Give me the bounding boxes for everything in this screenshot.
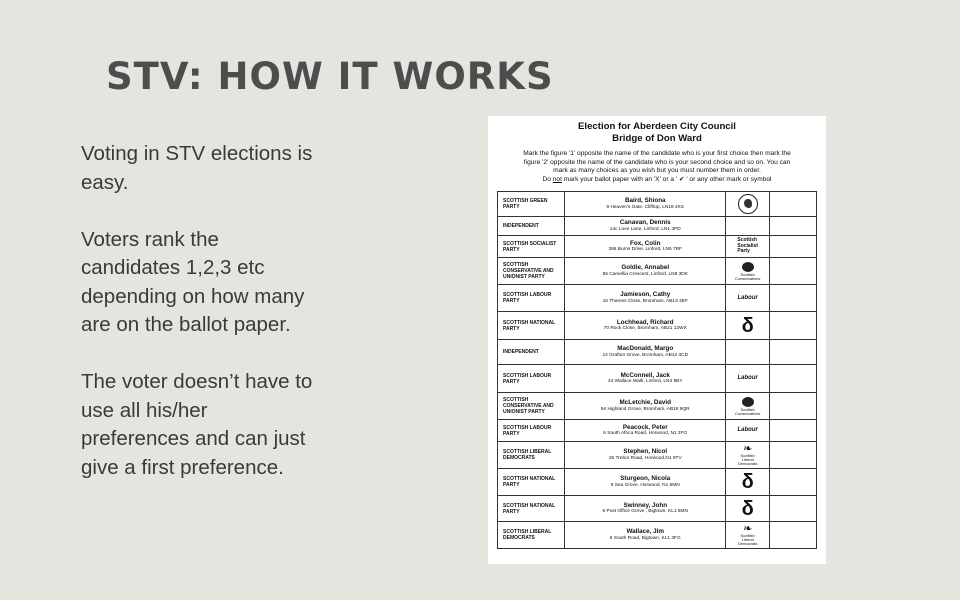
candidate-name: Stephen, Nicol [623,448,668,456]
party-name: SCOTTISH LABOUR PARTY [498,365,565,393]
ballot-row [498,258,817,285]
instruction-not: not [552,175,562,183]
candidate-address: 94 Highland Grove, Bromham, AB18 9QR [600,406,690,412]
snp-logo: δ [741,497,754,520]
candidate-name: Fox, Colin [630,239,661,247]
party-logo-cell [726,192,770,217]
labour-logo: Labour [737,294,758,301]
candidate-address: 25 Trebor Road, Horwood,N1 9TV [608,455,682,461]
party-logo-cell [726,522,770,549]
ballot-row [498,420,817,442]
candidate-name: MacDonald, Margo [617,345,674,353]
preference-box[interactable] [770,312,817,340]
candidate-cell [565,522,726,549]
ballot-row [498,217,817,236]
party-name: SCOTTISH CONSERVATIVE AND UNIONIST PARTY [498,258,565,285]
conservative-logo: Scottish Conservatives [735,262,760,281]
candidate-address: 6 South Road, Bigtown, KL1 3FG [609,535,681,541]
preference-box[interactable] [770,469,817,496]
instruction-line [498,176,816,185]
preference-box[interactable] [770,442,817,469]
candidate-address: 6 Sea Grove, Horwood, N1 6MN [610,482,680,488]
party-name: SCOTTISH LIBERAL DEMOCRATS [498,522,565,549]
preference-box[interactable] [770,340,817,365]
instruction-line: figure '2' opposite the name of the candidate who is your second choice and so on. You can [523,158,791,166]
party-logo-cell [726,340,770,365]
ballot-heading [488,116,826,145]
paragraph-preferences: The voter doesn’t have to use all his/her preferences and can just give a first preference. [81,370,313,479]
party-logo-cell [726,285,770,312]
party-name: INDEPENDENT [498,340,565,365]
ballot-row [498,365,817,393]
party-logo-cell [726,312,770,340]
candidate-name: Peacock, Peter [622,423,668,431]
snp-logo: δ [741,314,754,337]
candidate-address: 6 Post Office Grove , Bigtown, KL1 6MN [602,509,688,515]
ballot-row [498,522,817,549]
candidate-address: 55 Camellia Crescent, Linford, LN8 3DK [602,271,688,277]
ballot-heading-ward: Bridge of Don Ward [612,133,702,144]
candidate-cell [565,469,726,496]
candidate-cell [565,258,726,285]
candidate-name: McConnell, Jack [620,371,670,379]
instruction-do: Do [542,175,553,183]
party-logo-cell [726,217,770,236]
preference-box[interactable] [770,393,817,420]
candidate-address: 386 Burns Drive, Linford, LN5 7RF [608,247,683,253]
candidate-cell [565,393,726,420]
candidate-address: 6 South Africa Road, Horwood, N1 3FG [603,431,688,437]
instruction-line: mark as many choices as you wish but you must number them in order. [553,167,761,174]
party-name: SCOTTISH CONSERVATIVE AND UNIONIST PARTY [498,393,565,420]
candidate-cell [565,236,726,258]
party-logo-cell [726,469,770,496]
party-name: SCOTTISH SOCIALIST PARTY [498,236,565,258]
party-name: SCOTTISH NATIONAL PARTY [498,312,565,340]
candidate-cell [565,192,726,217]
ballot-row [498,236,817,258]
candidate-address: 9 Heaven's Gate, Clifftop, LN18 4XS [606,204,685,210]
socialist-party-logo: Scottish Socialist Party [737,237,758,254]
candidate-address: 24 Wallace Walk, Linford, LN4 9BY [607,379,683,385]
candidate-cell [565,340,726,365]
candidate-name: Baird, Shiona [624,197,666,205]
preference-box[interactable] [770,217,817,236]
party-logo-cell [726,442,770,469]
preference-box[interactable] [770,258,817,285]
ballot-row [498,469,817,496]
preference-box[interactable] [770,496,817,522]
party-name: SCOTTISH NATIONAL PARTY [498,496,565,522]
party-name: SCOTTISH LABOUR PARTY [498,285,565,312]
candidate-cell [565,442,726,469]
ballot-heading-council: Election for Aberdeen City Council [578,121,736,132]
paragraph-voting-easy: Voting in STV elections is easy. [81,142,313,194]
candidate-name: McLetchie, David [619,399,671,407]
candidate-cell [565,217,726,236]
ballot-paper [488,116,826,564]
party-logo-cell [726,365,770,393]
candidate-cell [565,312,726,340]
preference-box[interactable] [770,236,817,258]
ballot-row [498,442,817,469]
candidate-address: 14c Love Lane, Linford, LN1 4PD [609,226,681,232]
liberal-democrats-logo: ❧ Scottish Liberal Democrats [738,443,758,466]
preference-box[interactable] [770,285,817,312]
party-name: SCOTTISH LABOUR PARTY [498,420,565,442]
labour-logo: Labour [737,427,758,434]
snp-logo: δ [741,471,754,493]
paragraph-rank-candidates: Voters rank the candidates 1,2,3 etc depending on how many are on the ballot paper. [81,227,305,336]
green-party-logo [738,194,758,214]
candidate-address: 12 Grafton Grove, Bromham, AB12 3CD [602,352,689,358]
candidate-name: Wallace, Jim [626,528,665,536]
party-name: SCOTTISH LIBERAL DEMOCRATS [498,442,565,469]
body-text [81,140,321,511]
instruction-line: Mark the figure '1' opposite the name of the candidate who is your first choice then mark the [523,150,791,157]
labour-logo: Labour [737,375,758,382]
preference-box[interactable] [770,365,817,393]
candidate-name: Jamieson, Cathy [620,291,671,299]
ballot-candidates-table [497,191,817,549]
candidate-name: Sturgeon, Nicola [620,475,671,483]
candidate-address: 16 Thames Close, Bromham, AB13 4EF [602,298,688,304]
ballot-row [498,285,817,312]
ballot-row [498,192,817,217]
conservative-logo: Scottish Conservatives [735,397,760,416]
ballot-row [498,393,817,420]
party-logo-cell [726,420,770,442]
party-name: SCOTTISH GREEN PARTY [498,192,565,217]
party-name: SCOTTISH NATIONAL PARTY [498,469,565,496]
candidate-cell [565,285,726,312]
candidate-name: Canavan, Dennis [619,219,671,227]
candidate-cell [565,420,726,442]
candidate-cell [565,365,726,393]
instruction-rest: mark your ballot paper with an 'X' or a ' ✔ ' or any other mark or symbol [561,175,772,183]
party-logo-cell [726,236,770,258]
ballot-row [498,312,817,340]
party-logo-cell [726,258,770,285]
candidate-name: Goldie, Annabel [621,264,670,272]
slide-title: STV: HOW IT WORKS [106,55,554,98]
liberal-democrats-logo: ❧ Scottish Liberal Democrats [738,523,758,546]
party-logo-cell [726,496,770,522]
candidate-cell [565,496,726,522]
preference-box[interactable] [770,192,817,217]
candidate-address: 70 Rock Close, Bromham, AB21 12WX [603,326,687,332]
candidate-name: Swinney, John [623,501,668,509]
ballot-row [498,496,817,522]
candidate-name: Lochhead, Richard [616,318,674,326]
preference-box[interactable] [770,420,817,442]
ballot-instructions [488,145,826,184]
party-name: INDEPENDENT [498,217,565,236]
ballot-row [498,340,817,365]
preference-box[interactable] [770,522,817,549]
party-logo-cell [726,393,770,420]
